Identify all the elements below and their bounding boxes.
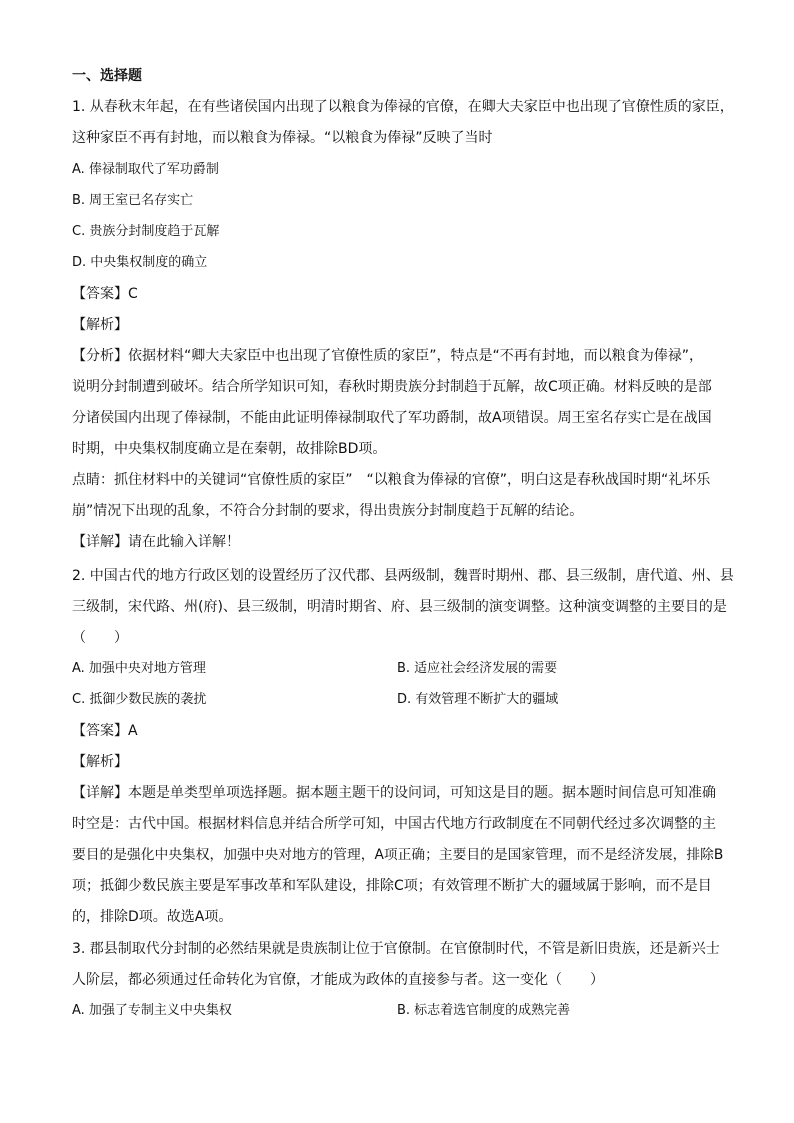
question-1-analysis-line-1: 【分析】依据材料“卿大夫家臣中也出现了官僚性质的家臣”，特点是“不再有封地，而以粮食为俸禄”，: [72, 348, 704, 364]
question-1-option-c: C. 贵族分封制度趋于瓦解: [72, 224, 220, 239]
question-1-option-a: A. 俸禄制取代了军功爵制: [72, 162, 219, 177]
question-1-detail: 【详解】请在此输入详解！: [72, 534, 240, 550]
section-title: 一、选择题: [72, 68, 142, 84]
question-1-tip-line-1: 点睛：抓住材料中的关键词“官僚性质的家臣” “以粮食为俸禄的官僚”，明白这是春秋战国时期“礼坏乐: [72, 472, 711, 488]
question-2-option-b: B. 适应社会经济发展的需要: [397, 661, 558, 676]
question-2-stem-line-1: 2. 中国古代的地方行政区划的设置经历了汉代郡、县两级制，魏晋时期州、郡、县三级制，唐代道、州、县: [72, 568, 734, 584]
question-3-option-a: A. 加强了专制主义中央集权: [72, 1003, 232, 1018]
question-1-stem-line-2: 这种家臣不再有封地，而以粮食为俸禄。“以粮食为俸禄”反映了当时: [72, 130, 493, 146]
question-3-option-b: B. 标志着选官制度的成熟完善: [397, 1003, 571, 1018]
question-1-analysis-line-3: 分诸侯国内出现了俸禄制，不能由此证明俸禄制取代了军功爵制，故A项错误。周王室名存实亡是在战国: [72, 410, 712, 426]
question-2-analysis-line-1: 【详解】本题是单类型单项选择题。据本题主题干的设问词，可知这是目的题。据本题时间信息可知准确: [72, 785, 716, 801]
question-1-analysis-label: 【解析】: [72, 317, 128, 333]
question-1-analysis-line-2: 说明分封制遭到破坏。结合所学知识可知，春秋时期贵族分封制趋于瓦解，故C项正确。材料反映的是部: [72, 379, 712, 395]
question-1-stem-line-1: 1. 从春秋末年起，在有些诸侯国内出现了以粮食为俸禄的官僚，在卿大夫家臣中也出现了官僚性质的家臣，: [72, 99, 734, 115]
question-2-stem-line-3: （ ）: [72, 630, 128, 646]
question-2-option-d: D. 有效管理不断扩大的疆域: [397, 692, 559, 707]
question-1-option-b: B. 周王室已名存实亡: [72, 193, 194, 208]
question-2-analysis-label: 【解析】: [72, 754, 128, 770]
question-2-analysis-line-2: 时空是：古代中国。根据材料信息并结合所学可知，中国古代地方行政制度在不同朝代经过多次调整的主: [72, 816, 716, 832]
question-1-analysis-line-4: 时期，中央集权制度确立是在秦朝，故排除BD项。: [72, 441, 387, 457]
question-1-option-d: D. 中央集权制度的确立: [72, 255, 208, 270]
question-3-stem-line-1: 3. 郡县制取代分封制的必然结果就是贵族制让位于官僚制。在官僚制时代，不管是新旧贵族，还是新兴士: [72, 941, 720, 957]
question-1-tip-line-2: 崩”情况下出现的乱象，不符合分封制的要求，得出贵族分封制度趋于瓦解的结论。: [72, 503, 584, 519]
question-3-stem-line-2: 人阶层，都必须通过任命转化为官僚，才能成为政体的直接参与者。这一变化（ ）: [72, 972, 604, 988]
question-2-option-c: C. 抵御少数民族的袭扰: [72, 692, 207, 707]
question-2-answer: 【答案】A: [72, 723, 138, 739]
question-2-option-a: A. 加强中央对地方管理: [72, 661, 206, 676]
question-2-analysis-line-3: 要目的是强化中央集权，加强中央对地方的管理，A项正确；主要目的是国家管理，而不是经济发展，排除B: [72, 847, 724, 863]
question-1-answer: 【答案】C: [72, 286, 138, 302]
question-2-stem-line-2: 三级制，宋代路、州(府)、县三级制，明清时期省、府、县三级制的演变调整。这种演变调整的主要目的是: [72, 599, 727, 615]
question-2-analysis-line-4: 项；抵御少数民族主要是军事改革和军队建设，排除C项；有效管理不断扩大的疆域属于影响，而不是目: [72, 878, 712, 894]
question-2-analysis-line-5: 的，排除D项。故选A项。: [72, 909, 233, 925]
